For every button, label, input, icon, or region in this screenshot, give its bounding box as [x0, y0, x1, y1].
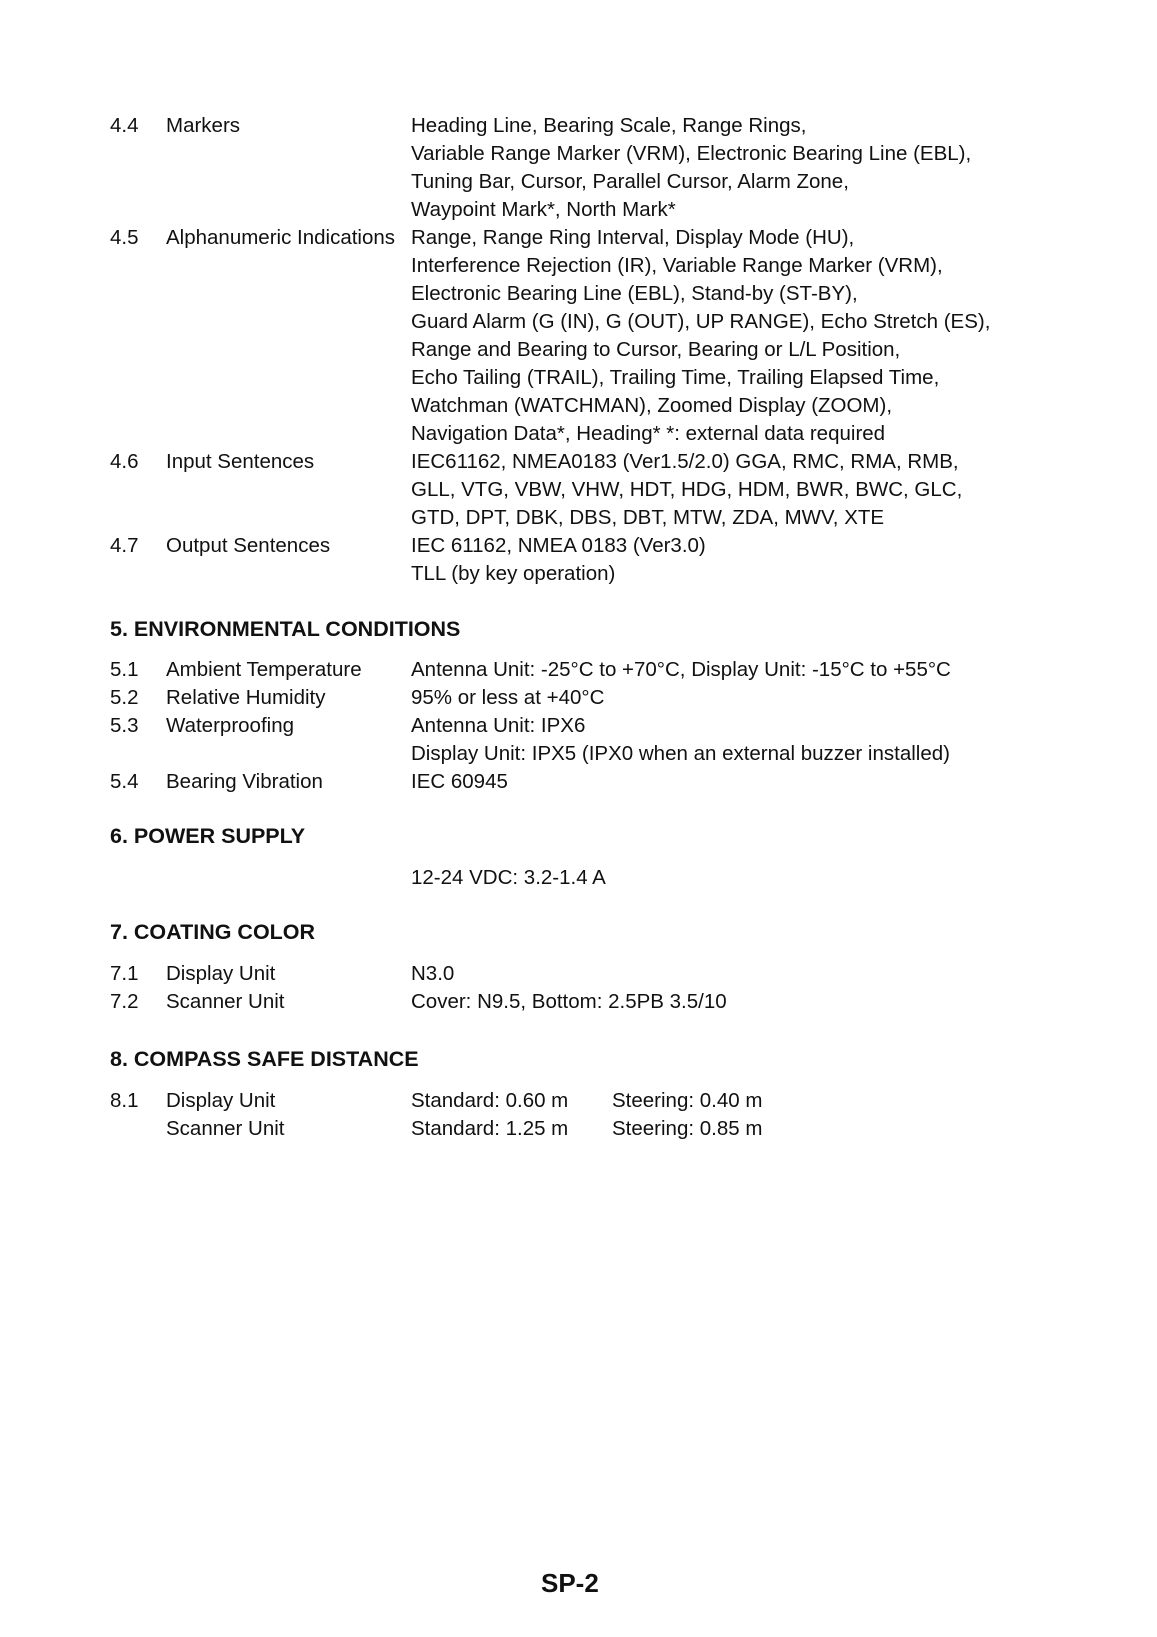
item-number: 4.5: [110, 226, 139, 249]
item-number: 8.1: [110, 1089, 139, 1112]
item-value: Variable Range Marker (VRM), Electronic Bearing Line (EBL),: [411, 142, 972, 165]
item-value: Navigation Data*, Heading* *: external data required: [411, 422, 886, 445]
item-value: Electronic Bearing Line (EBL), Stand-by (ST-BY),: [411, 282, 858, 305]
section-heading-power-supply: 6. POWER SUPPLY: [110, 824, 306, 848]
item-value: Tuning Bar, Cursor, Parallel Cursor, Alarm Zone,: [411, 170, 849, 193]
item-number: 5.2: [110, 686, 139, 709]
item-value: Heading Line, Bearing Scale, Range Rings,: [411, 114, 807, 137]
item-value: IEC 60945: [411, 770, 508, 793]
item-label: Scanner Unit: [166, 990, 285, 1013]
item-label: Ambient Temperature: [166, 658, 362, 681]
item-value: Guard Alarm (G (IN), G (OUT), UP RANGE), Echo Stretch (ES),: [411, 310, 991, 333]
item-number: 5.4: [110, 770, 139, 793]
item-value: 95% or less at +40°C: [411, 686, 605, 709]
item-value: Echo Tailing (TRAIL), Trailing Time, Trailing Elapsed Time,: [411, 366, 940, 389]
item-number: 7.2: [110, 990, 139, 1013]
item-label: Display Unit: [166, 962, 276, 985]
item-label: Output Sentences: [166, 534, 331, 557]
item-label: Alphanumeric Indications: [166, 226, 396, 249]
item-label: Display Unit: [166, 1089, 276, 1112]
item-value: IEC61162, NMEA0183 (Ver1.5/2.0) GGA, RMC, RMA, RMB,: [411, 450, 959, 473]
item-value: GTD, DPT, DBK, DBS, DBT, MTW, ZDA, MWV, XTE: [411, 506, 885, 529]
item-value: Range, Range Ring Interval, Display Mode (HU),: [411, 226, 855, 249]
item-label: Bearing Vibration: [166, 770, 323, 793]
section-heading-environmental: 5. ENVIRONMENTAL CONDITIONS: [110, 617, 461, 641]
item-value: Cover: N9.5, Bottom: 2.5PB 3.5/10: [411, 990, 727, 1013]
steering-distance: Steering: 0.85 m: [612, 1117, 763, 1140]
item-value: Display Unit: IPX5 (IPX0 when an external buzzer installed): [411, 742, 950, 765]
item-number: 4.6: [110, 450, 139, 473]
item-number: 7.1: [110, 962, 139, 985]
item-value: IEC 61162, NMEA 0183 (Ver3.0): [411, 534, 706, 557]
item-label: Relative Humidity: [166, 686, 326, 709]
standard-distance: Standard: 1.25 m: [411, 1117, 569, 1140]
item-value: TLL (by key operation): [411, 562, 616, 585]
item-value: 12-24 VDC: 3.2-1.4 A: [411, 866, 606, 889]
item-label: Scanner Unit: [166, 1117, 285, 1140]
item-value: N3.0: [411, 962, 455, 985]
item-label: Waterproofing: [166, 714, 294, 737]
item-value: Watchman (WATCHMAN), Zoomed Display (ZOOM),: [411, 394, 893, 417]
item-value: Interference Rejection (IR), Variable Range Marker (VRM),: [411, 254, 943, 277]
item-value: Range and Bearing to Cursor, Bearing or L/L Position,: [411, 338, 901, 361]
section-heading-coating-color: 7. COATING COLOR: [110, 920, 316, 944]
item-label: Markers: [166, 114, 241, 137]
item-value: GLL, VTG, VBW, VHW, HDT, HDG, HDM, BWR, BWC, GLC,: [411, 478, 963, 501]
item-value: Antenna Unit: IPX6: [411, 714, 586, 737]
item-number: 5.1: [110, 658, 139, 681]
page-number: SP-2: [541, 1568, 599, 1598]
item-number: 4.4: [110, 114, 139, 137]
standard-distance: Standard: 0.60 m: [411, 1089, 569, 1112]
item-number: 5.3: [110, 714, 139, 737]
steering-distance: Steering: 0.40 m: [612, 1089, 763, 1112]
item-number: 4.7: [110, 534, 139, 557]
item-value: Waypoint Mark*, North Mark*: [411, 198, 676, 221]
section-heading-compass-safe-distance: 8. COMPASS SAFE DISTANCE: [110, 1047, 419, 1071]
item-value: Antenna Unit: -25°C to +70°C, Display Unit: -15°C to +55°C: [411, 658, 951, 681]
item-label: Input Sentences: [166, 450, 315, 473]
